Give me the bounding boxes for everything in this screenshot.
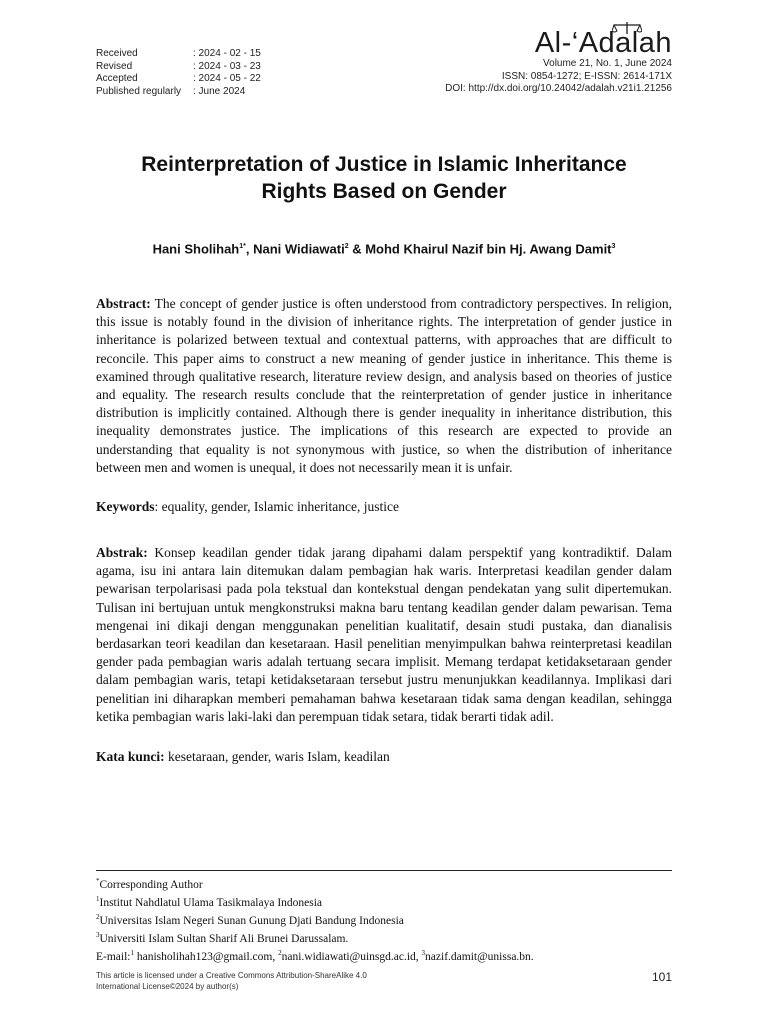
received-row	[96, 48, 261, 61]
affiliation-1-mark: 1	[96, 895, 100, 904]
journal-logo	[445, 28, 672, 58]
abstrak-text: Konsep keadilan gender tidak jarang dipahami dalam perspektif yang kontradiktif. Dalam agama, isu ini antara lain ditemukan dalam pembagian hak waris. Interpretasi keadilan gender dalam pewarisan terpolarisasi pada pola tekstual dan kontekstual dengan pendekatan yang sulit dipertemukan. Tulisan ini bertujuan untuk mengkonstruksi makna baru tentang keadilan gender dalam pewarisan. Tema mengenai ini dikaji dengan menggunakan penelitian kualitatif, desain studi pustaka, dan dianalisis berdasarkan teori keadilan dan kesetaraan. Hasil penelitian menyimpulkan bahwa reinterpretasi keadilan gender pada pembagian waris adalah tertuang secara implisit. Memang terdapat ketidaksetaraan gender dalam pembagian waris, tetapi ketidaksetaraan tersebut justru menunjukkan keadilannya. Implikasi dari penelitian ini diharapkan memberi pemahaman bahwa kesetaraan tidak sama dengan keadilan, sehingga ketika pembagian waris laki-laki dan perempuan tidak setara, tidak berarti tidak adil.	[96, 545, 672, 724]
published-label: Published regularly	[96, 85, 182, 97]
affiliation-2-text: Universitas Islam Negeri Sunan Gunung Djati Bandung Indonesia	[99, 914, 404, 927]
author-list	[96, 238, 672, 258]
paper-title	[96, 151, 672, 205]
email-1[interactable]: hanisholihah123@gmail.com,	[134, 950, 279, 963]
footnotes	[96, 874, 672, 964]
journal-doi[interactable]: DOI: http://dx.doi.org/10.24042/adalah.v21i1.21256	[445, 83, 672, 95]
kata-kunci-text: kesetaraan, gender, waris Islam, keadilan	[164, 749, 390, 764]
scales-of-justice-icon	[612, 21, 642, 35]
revised-date: : 2024 - 03 - 23	[193, 60, 261, 72]
published-date: : June 2024	[193, 85, 246, 97]
footnote-affiliation-1	[96, 892, 672, 910]
email-label: E-mail:	[96, 950, 131, 963]
affiliation-3-mark: 3	[96, 931, 100, 940]
email-3[interactable]: nazif.damit@unissa.bn.	[425, 950, 534, 963]
paper-title-line-1: Reinterpretation of Justice in Islamic Inheritance	[141, 153, 627, 176]
journal-header	[445, 28, 672, 96]
accepted-label: Accepted	[96, 73, 138, 85]
affiliation-2-mark: 2	[96, 913, 100, 922]
footnote-affiliation-2	[96, 910, 672, 928]
license-line-1[interactable]: This article is licensed under a Creative Commons Attribution-ShareAlike 4.0	[96, 971, 367, 980]
journal-logo-text: Al-‘Adalah	[534, 27, 672, 59]
accepted-date: : 2024 - 05 - 22	[193, 73, 261, 85]
author-2-affiliation: 2	[344, 243, 349, 250]
kata-kunci-label: Kata kunci:	[96, 749, 165, 764]
footnote-corresponding	[96, 874, 672, 892]
page-number: 101	[651, 970, 672, 984]
abstrak-label: Abstrak:	[96, 545, 148, 560]
abstract-indonesian	[96, 544, 672, 726]
journal-issn: ISSN: 0854-1272; E-ISSN: 2614-171X	[501, 70, 672, 82]
received-date: : 2024 - 02 - 15	[193, 48, 261, 59]
keywords-english	[96, 498, 672, 516]
footnote-emails	[96, 946, 672, 964]
author-1-affiliation: 1*	[239, 243, 246, 250]
author-3: & Mohd Khairul Nazif bin Hj. Awang Damit	[348, 241, 612, 257]
author-1: Hani Sholihah	[152, 241, 240, 257]
affiliation-3-text: Universiti Islam Sultan Sharif Ali Brunei Darussalam.	[99, 932, 349, 945]
license-line-2: International License©2024 by author(s)	[96, 981, 239, 991]
affiliation-1-text: Institut Nahdlatul Ulama Tasikmalaya Indonesia	[99, 896, 323, 909]
email-3-mark: 3	[421, 949, 426, 958]
keywords-indonesian	[96, 748, 672, 766]
corresponding-mark: *	[96, 877, 100, 885]
paper-title-line-2: Rights Based on Gender	[261, 180, 507, 203]
license-notice	[96, 971, 496, 992]
published-row	[96, 86, 261, 99]
email-1-mark: 1	[130, 949, 134, 958]
author-3-affiliation: 3	[611, 243, 616, 250]
footnote-affiliation-3	[96, 928, 672, 946]
revised-row	[96, 61, 261, 74]
keywords-label: Keywords	[96, 499, 155, 514]
revised-label: Revised	[96, 60, 133, 72]
abstract-label: Abstract:	[96, 296, 151, 311]
received-label: Received	[96, 48, 138, 59]
journal-volume: Volume 21, No. 1, June 2024	[543, 58, 672, 69]
abstract-english	[96, 295, 672, 477]
email-2[interactable]: nani.widiawati@uinsgd.ac.id,	[281, 950, 422, 963]
corresponding-text: Corresponding Author	[99, 878, 203, 891]
footnote-divider	[96, 870, 672, 871]
accepted-row	[96, 73, 261, 86]
keywords-text: : equality, gender, Islamic inheritance, justice	[154, 499, 399, 514]
abstract-text: The concept of gender justice is often understood from contradictory perspectives. In religion, this issue is notably found in the division of inheritance rights. The interpretation of gender justice in inheritance is polarized between textual and contextual patterns, with approaches that are difficult to reconcile. This paper aims to construct a new meaning of gender justice in inheritance. This theme is examined through qualitative research, literature review design, and analysis based on theories of justice and equality. The research results conclude that the reinterpretation of gender justice in inheritance distribution is implicitly contained. Although there is gender inequality in inheritance distribution, this inequality demonstrates justice. The implications of this research are expected to provide an understanding that equality is not synonymous with justice, so when the distribution of inheritance between men and women is unequal, it does not necessarily mean it is unfair.	[96, 296, 672, 475]
article-history	[96, 48, 261, 98]
author-2: , Nani Widiawati	[245, 241, 345, 257]
email-2-mark: 2	[278, 949, 282, 958]
